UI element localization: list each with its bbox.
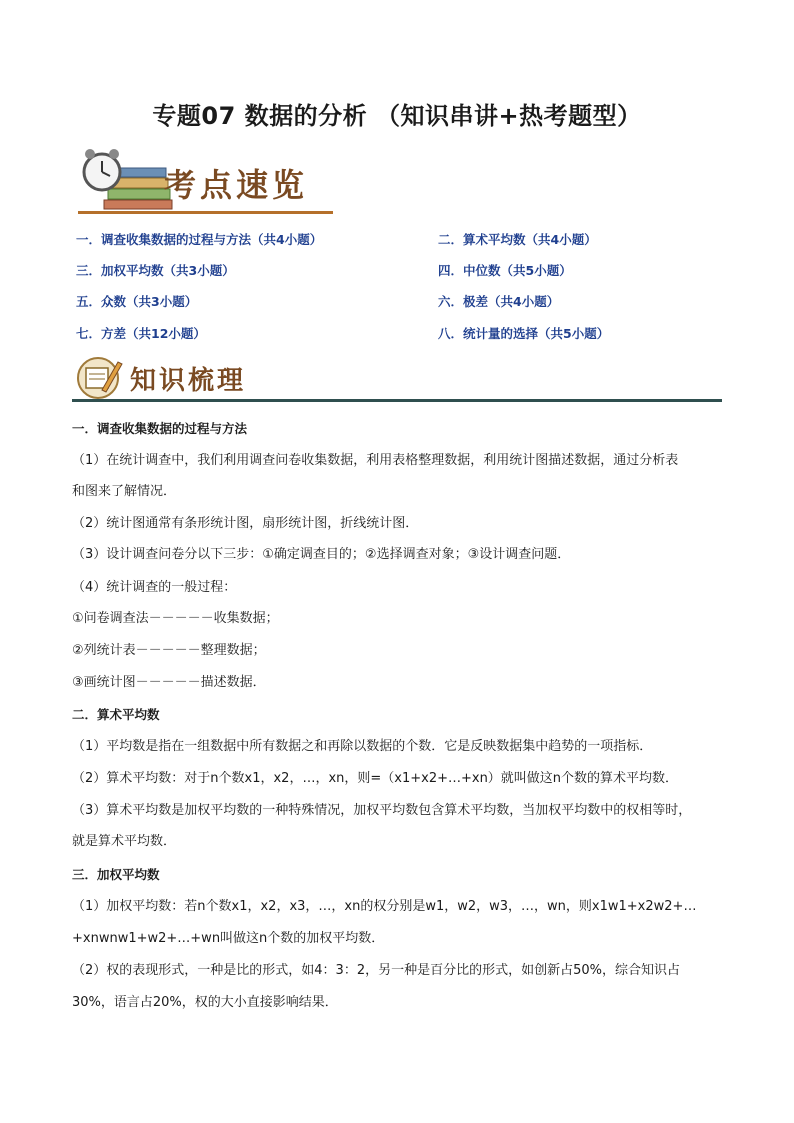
paragraph: 30%，语言占20%，权的大小直接影响结果． <box>72 995 338 1010</box>
toc-row <box>76 292 726 312</box>
paragraph: （3）算术平均数是加权平均数的一种特殊情况，加权平均数包含算术平均数，当加权平均数中的权相等时， <box>72 803 692 818</box>
pencil-notebook-icon <box>72 354 132 402</box>
banner-overview-title: 考点速览 <box>164 166 309 204</box>
paragraph: （2）权的表现形式，一种是比的形式，如4：3：2，另一种是百分比的形式，如创新占50%，综合知识占 <box>72 963 680 978</box>
paragraph: +xnwnw1+w2+…+wn叫做这n个数的加权平均数． <box>72 931 385 946</box>
toc-item[interactable]: 二．算术平均数（共4小题） <box>438 232 597 247</box>
banner-overview-rule <box>78 211 333 214</box>
paragraph: 就是算术平均数． <box>72 834 177 849</box>
paragraph: （1）平均数是指在一组数据中所有数据之和再除以数据的个数．它是反映数据集中趋势的一项指标． <box>72 739 653 754</box>
toc-item[interactable]: 八．统计量的选择（共5小题） <box>438 326 610 341</box>
banner-knowledge-rule <box>72 399 722 402</box>
paragraph: ③画统计图－－－－－描述数据． <box>72 675 266 690</box>
paragraph: 和图来了解情况． <box>72 484 177 499</box>
toc-row <box>76 230 726 250</box>
paragraph: （3）设计调查问卷分以下三步：①确定调查目的；②选择调查对象；③设计调查问题． <box>72 547 571 562</box>
toc-row <box>76 324 726 344</box>
toc-row <box>76 261 726 281</box>
toc-item[interactable]: 五．众数（共3小题） <box>76 294 198 309</box>
page-title: 专题07 数据的分析 （知识串讲+热考题型） <box>152 102 642 130</box>
paragraph: ②列统计表－－－－－整理数据； <box>72 643 266 658</box>
paragraph: （1）加权平均数：若n个数x1，x2，x3，…，xn的权分别是w1，w2，w3，…，wn，则x1w1+x2w2+… <box>72 899 697 914</box>
toc-item[interactable]: 七．方差（共12小题） <box>76 326 206 341</box>
paragraph: ①问卷调查法－－－－－收集数据； <box>72 611 279 626</box>
section-heading: 二．算术平均数 <box>72 707 160 722</box>
paragraph: （1）在统计调查中，我们利用调查问卷收集数据，利用表格整理数据，利用统计图描述数据，通过分析表 <box>72 453 679 468</box>
paragraph: （4）统计调查的一般过程： <box>72 580 237 595</box>
section-heading: 一．调查收集数据的过程与方法 <box>72 421 248 436</box>
banner-knowledge-title: 知识梳理 <box>130 366 247 396</box>
toc-item[interactable]: 三．加权平均数（共3小题） <box>76 263 235 278</box>
toc-item[interactable]: 一．调查收集数据的过程与方法（共4小题） <box>76 232 323 247</box>
section-heading: 三．加权平均数 <box>72 867 160 882</box>
toc-item[interactable]: 六．极差（共4小题） <box>438 294 560 309</box>
paragraph: （2）统计图通常有条形统计图，扇形统计图，折线统计图． <box>72 516 419 531</box>
paragraph: （2）算术平均数：对于n个数x1，x2，…，xn，则=（x1+x2+…+xn）就叫做这n个数的算术平均数． <box>72 771 679 786</box>
toc-item[interactable]: 四．中位数（共5小题） <box>438 263 572 278</box>
